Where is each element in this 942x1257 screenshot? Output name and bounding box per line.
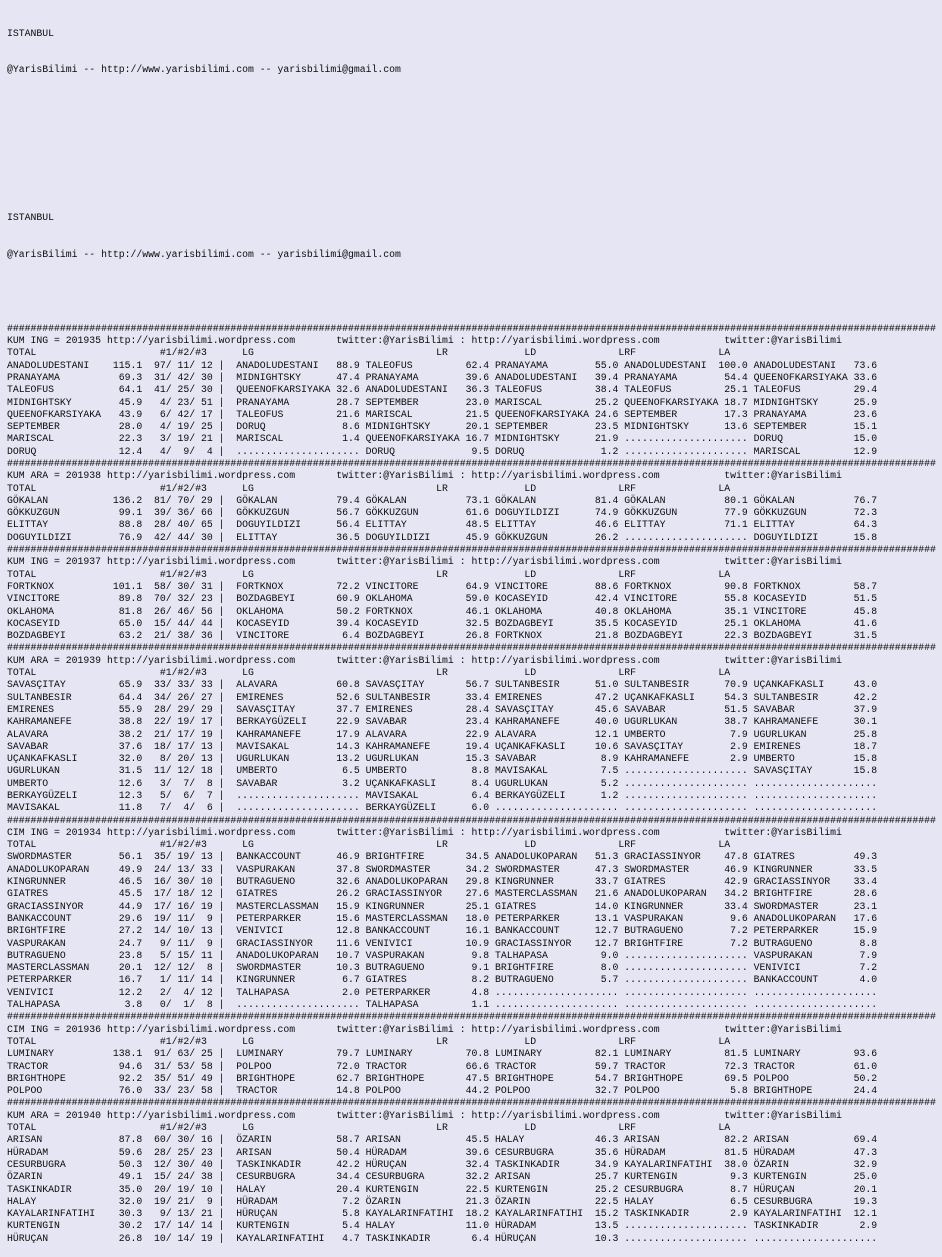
- stats-row: ÖZARIN 49.1 15/ 24/ 38 | CESURBUGRA 34.4 CESURBUGRA 32.2 ARISAN 25.7 KURTENGIN 9.3 KURTENGIN 25.0: [7, 1171, 878, 1183]
- stats-row: PETERPARKER 16.7 1/ 11/ 14 | KINGRUNNER 6.7 GIATRES 8.2 BUTRAGUENO 5.7 ..................... BANKACCOUNT 4.0: [7, 974, 878, 986]
- stats-row: TALHAPASA 3.8 0/ 1/ 8 | ..................... TALHAPASA 1.1 ..................... ..................... .....................: [7, 999, 878, 1011]
- stats-row: KINGRUNNER 46.5 16/ 30/ 10 | BUTRAGUENO 32.6 ANADOLUKOPARAN 29.8 KINGRUNNER 33.7 GIATRES 42.9 GRACIASSINYOR 33.4: [7, 876, 878, 888]
- stats-row: VASPURAKAN 24.7 9/ 11/ 9 | GRACIASSINYOR 11.6 VENIVICI 10.9 GRACIASSINYOR 12.7 BRIGHTFIRE 7.2 BUTRAGUENO 8.8: [7, 937, 878, 949]
- stats-row: MIDNIGHTSKY 45.9 4/ 23/ 51 | PRANAYAMA 28.7 SEPTEMBER 23.0 MARISCAL 25.2 QUEENOFKARSIYAKA 18.7 MIDNIGHTSKY 25.9: [7, 396, 878, 408]
- stats-row: SWORDMASTER 56.1 35/ 19/ 13 | BANKACCOUNT 46.9 BRIGHTFIRE 34.5 ANADOLUKOPARAN 51.3 GRACIASSINYOR 47.8 GIATRES 49.3: [7, 851, 878, 863]
- stats-row: QUEENOFKARSIYAKA 43.9 6/ 42/ 17 | TALEOFUS 21.6 MARISCAL 21.5 QUEENOFKARSIYAKA 24.6 SEPTEMBER 17.3 PRANAYAMA 23.6: [7, 408, 878, 420]
- stats-row: SAVABAR 37.6 18/ 17/ 13 | MAVISAKAL 14.3 KAHRAMANEFE 19.4 UÇANKAFKASLI 10.6 SAVASÇITAY 2.9 EMIRENES 18.7: [7, 740, 878, 752]
- stats-row: ELITTAY 88.8 28/ 40/ 65 | DOGUYILDIZI 56.4 ELITTAY 48.5 ELITTAY 46.6 ELITTAY 71.1 ELITTAY 64.3: [7, 519, 878, 531]
- stats-row: BOZDAGBEYI 63.2 21/ 38/ 36 | VINCITORE 6.4 BOZDAGBEYI 26.8 FORTKNOX 21.8 BOZDAGBEYI 22.3 BOZDAGBEYI 31.5: [7, 630, 878, 642]
- contact-line: @YarisBilimi -- http://www.yarisbilimi.com -- yarisbilimi@gmail.com: [7, 248, 401, 260]
- column-header-line: TOTAL #1/#2/#3 LG LR LD LRF LA: [7, 667, 731, 679]
- stats-row: LUMINARY 138.1 91/ 63/ 25 | LUMINARY 79.7 LUMINARY 70.8 LUMINARY 82.1 LUMINARY 81.5 LUMINARY 93.6: [7, 1048, 878, 1060]
- stats-row: KAYALARINFATIHI 30.3 9/ 13/ 21 | HÜRUÇAN 5.8 KAYALARINFATIHI 18.2 KAYALARINFATIHI 15.2 TASKINKADIR 2.9 KAYALARINFATIHI 12.1: [7, 1208, 878, 1220]
- blank-line: [7, 286, 942, 298]
- stats-row: FORTKNOX 101.1 58/ 30/ 31 | FORTKNOX 72.2 VINCITORE 64.9 VINCITORE 88.6 FORTKNOX 90.8 FORTKNOX 58.7: [7, 580, 878, 592]
- column-header-line: TOTAL #1/#2/#3 LG LR LD LRF LA: [7, 482, 731, 494]
- stats-row: HÜRADAM 59.6 28/ 25/ 23 | ARISAN 50.4 HÜRADAM 39.6 CESURBUGRA 35.6 HÜRADAM 81.5 HÜRADAM 47.3: [7, 1146, 878, 1158]
- section-title-line: KUM ARA = 201940 http://yarisbilimi.wordpress.com twitter:@YarisBilimi : http://yarisbilimi.wordpress.com twitter:@YarisBilimi: [7, 1109, 842, 1121]
- stats-row: ANADOLUDESTANI 115.1 97/ 11/ 12 | ANADOLUDESTANI 88.9 TALEOFUS 62.4 PRANAYAMA 55.0 ANADOLUDESTANI 100.0 ANADOLUDESTANI 73.6: [7, 359, 878, 371]
- stats-row: VINCITORE 89.8 70/ 32/ 23 | BOZDAGBEYI 60.9 OKLAHOMA 59.0 KOCASEYID 42.4 VINCITORE 55.8 KOCASEYID 51.5: [7, 593, 878, 605]
- stats-row: TRACTOR 94.6 31/ 53/ 58 | POLPOO 72.0 TRACTOR 66.6 TRACTOR 59.7 TRACTOR 72.3 TRACTOR 61.0: [7, 1060, 878, 1072]
- separator-line: ##############################################################################################################################################################: [7, 544, 936, 556]
- stats-row: DOGUYILDIZI 76.9 42/ 44/ 30 | ELITTAY 36.5 DOGUYILDIZI 45.9 GÖKKUZGUN 26.2 ..................... DOGUYILDIZI 15.8: [7, 531, 878, 543]
- stats-row: ANADOLUKOPARAN 49.9 24/ 13/ 33 | VASPURAKAN 37.8 SWORDMASTER 34.2 SWORDMASTER 47.3 SWORDMASTER 46.9 KINGRUNNER 33.5: [7, 863, 878, 875]
- separator-line: ##############################################################################################################################################################: [7, 322, 936, 334]
- stats-row: TALEOFUS 64.1 41/ 25/ 30 | QUEENOFKARSIYAKA 32.6 ANADOLUDESTANI 36.3 TALEOFUS 38.4 TALEOFUS 25.1 TALEOFUS 29.4: [7, 384, 878, 396]
- stats-row: CESURBUGRA 50.3 12/ 30/ 40 | TASKINKADIR 42.2 HÜRUÇAN 32.4 TASKINKADIR 34.9 KAYALARINFATIHI 38.0 ÖZARIN 32.9: [7, 1158, 878, 1170]
- contact-line: @YarisBilimi -- http://www.yarisbilimi.com -- yarisbilimi@gmail.com: [7, 64, 401, 76]
- separator-line: ##############################################################################################################################################################: [7, 1011, 936, 1023]
- stats-row: KAHRAMANEFE 38.8 22/ 19/ 17 | BERKAYGÜZELI 22.9 SAVABAR 23.4 KAHRAMANEFE 40.0 UGURLUKAN 38.7 KAHRAMANEFE 30.1: [7, 716, 878, 728]
- stats-row: KURTENGIN 30.2 17/ 14/ 14 | KURTENGIN 5.4 HALAY 11.0 HÜRADAM 13.5 ..................... TASKINKADIR 2.9: [7, 1220, 878, 1232]
- column-header-line: TOTAL #1/#2/#3 LG LR LD LRF LA: [7, 1122, 731, 1134]
- column-header-line: TOTAL #1/#2/#3 LG LR LD LRF LA: [7, 839, 731, 851]
- stats-row: OKLAHOMA 81.8 26/ 46/ 56 | OKLAHOMA 50.2 FORTKNOX 46.1 OKLAHOMA 40.8 OKLAHOMA 35.1 VINCITORE 45.8: [7, 605, 878, 617]
- blank-line: [7, 101, 942, 113]
- stats-row: MAVISAKAL 11.8 7/ 4/ 6 | ..................... BERKAYGÜZELI 6.0 ..................... ..................... .....................: [7, 802, 878, 814]
- stats-row: EMIRENES 55.9 28/ 29/ 29 | SAVASÇITAY 37.7 EMIRENES 28.4 SAVASÇITAY 45.6 SAVABAR 51.5 SAVABAR 37.9: [7, 703, 878, 715]
- stats-row: MASTERCLASSMAN 20.1 12/ 12/ 8 | SWORDMASTER 10.3 BUTRAGUENO 9.1 BRIGHTFIRE 8.0 ..................... VENIVICI 7.2: [7, 962, 878, 974]
- section-title-line: CIM ING = 201936 http://yarisbilimi.wordpress.com twitter:@YarisBilimi : http://yarisbilimi.wordpress.com twitter:@YarisBilimi: [7, 1023, 842, 1035]
- separator-line: ##############################################################################################################################################################: [7, 814, 936, 826]
- stats-row: BRIGHTFIRE 27.2 14/ 10/ 13 | VENIVICI 12.8 BANKACCOUNT 16.1 BANKACCOUNT 12.7 BUTRAGUENO 7.2 PETERPARKER 15.9: [7, 925, 878, 937]
- column-header-line: TOTAL #1/#2/#3 LG LR LD LRF LA: [7, 568, 731, 580]
- city-line: ISTANBUL: [7, 27, 55, 39]
- stats-row: SULTANBESIR 64.4 34/ 26/ 27 | EMIRENES 52.6 SULTANBESIR 33.4 EMIRENES 47.2 UÇANKAFKASLI 54.3 SULTANBESIR 42.2: [7, 691, 878, 703]
- section-title-line: KUM ING = 201937 http://yarisbilimi.wordpress.com twitter:@YarisBilimi : http://yarisbilimi.wordpress.com twitter:@YarisBilimi: [7, 556, 842, 568]
- stats-row: GRACIASSINYOR 44.9 17/ 16/ 19 | MASTERCLASSMAN 15.9 KINGRUNNER 25.1 GIATRES 14.0 KINGRUNNER 33.4 SWORDMASTER 23.1: [7, 900, 878, 912]
- stats-row: VENIVICI 12.2 2/ 4/ 12 | TALHAPASA 2.0 PETERPARKER 4.8 ..................... ..................... .....................: [7, 986, 878, 998]
- sections-container: [7, 323, 942, 1245]
- stats-row: MARISCAL 22.3 3/ 19/ 21 | MARISCAL 1.4 QUEENOFKARSIYAKA 16.7 MIDNIGHTSKY 21.9 ..................... DORUQ 15.0: [7, 433, 878, 445]
- stats-row: HÜRUÇAN 26.8 10/ 14/ 19 | KAYALARINFATIHI 4.7 TASKINKADIR 6.4 HÜRUÇAN 10.3 ..................... .....................: [7, 1232, 878, 1244]
- stats-row: POLPOO 76.0 33/ 23/ 58 | TRACTOR 14.8 POLPOO 44.2 POLPOO 32.7 POLPOO 5.8 BRIGHTHOPE 24.4: [7, 1085, 878, 1097]
- stats-row: ARISAN 87.8 60/ 30/ 16 | ÖZARIN 58.7 ARISAN 45.5 HALAY 46.3 ARISAN 82.2 ARISAN 69.4: [7, 1134, 878, 1146]
- stats-row: SAVASÇITAY 65.9 33/ 33/ 33 | ALAVARA 60.8 SAVASÇITAY 56.7 SULTANBESIR 51.0 SULTANBESIR 70.9 UÇANKAFKASLI 43.0: [7, 679, 878, 691]
- stats-row: UÇANKAFKASLI 32.0 8/ 20/ 13 | UGURLUKAN 13.2 UGURLUKAN 15.3 SAVABAR 8.9 KAHRAMANEFE 2.9 UMBERTO 15.8: [7, 753, 878, 765]
- column-header-line: TOTAL #1/#2/#3 LG LR LD LRF LA: [7, 1035, 731, 1047]
- section-title-line: KUM ARA = 201939 http://yarisbilimi.wordpress.com twitter:@YarisBilimi : http://yarisbilimi.wordpress.com twitter:@YarisBilimi: [7, 654, 842, 666]
- blank-line: [7, 138, 942, 150]
- stats-row: TASKINKADIR 35.0 20/ 19/ 10 | HALAY 20.4 KURTENGIN 22.5 KURTENGIN 25.2 CESURBUGRA 8.7 HÜRUÇAN 20.1: [7, 1183, 878, 1195]
- stats-row: BERKAYGÜZELI 12.3 5/ 6/ 7 | ..................... MAVISAKAL 6.4 BERKAYGÜZELI 1.2 ..................... .....................: [7, 790, 878, 801]
- stats-row: BANKACCOUNT 29.6 19/ 11/ 9 | PETERPARKER 15.6 MASTERCLASSMAN 18.0 PETERPARKER 13.1 VASPURAKAN 9.6 ANADOLUKOPARAN 17.6: [7, 912, 878, 924]
- section-title-line: KUM ING = 201935 http://yarisbilimi.wordpress.com twitter:@YarisBilimi : http://yarisbilimi.wordpress.com twitter:@YarisBilimi: [7, 335, 842, 347]
- stats-row: UMBERTO 12.6 3/ 7/ 8 | SAVABAR 3.2 UÇANKAFKASLI 8.4 UGURLUKAN 5.2 ..................... .....................: [7, 777, 878, 789]
- separator-line: ##############################################################################################################################################################: [7, 1097, 936, 1109]
- stats-row: GIATRES 45.5 17/ 18/ 12 | GIATRES 26.2 GRACIASSINYOR 27.6 MASTERCLASSMAN 21.6 ANADOLUKOPARAN 34.2 BRIGHTFIRE 28.6: [7, 888, 878, 900]
- separator-line: ##############################################################################################################################################################: [7, 642, 936, 654]
- column-header-line: TOTAL #1/#2/#3 LG LR LD LRF LA: [7, 347, 731, 359]
- stats-row: ALAVARA 38.2 21/ 17/ 19 | KAHRAMANEFE 17.9 ALAVARA 22.9 ALAVARA 12.1 UMBERTO 7.9 UGURLUKAN 25.8: [7, 728, 878, 740]
- stats-row: GÖKKUZGUN 99.1 39/ 36/ 66 | GÖKKUZGUN 56.7 GÖKKUZGUN 61.6 DOGUYILDIZI 74.9 GÖKKUZGUN 77.9 GÖKKUZGUN 72.3: [7, 507, 878, 519]
- stats-row: UGURLUKAN 31.5 11/ 12/ 18 | UMBERTO 6.5 UMBERTO 8.8 MAVISAKAL 7.5 ..................... SAVASÇITAY 15.8: [7, 765, 878, 777]
- section-title-line: CIM ING = 201934 http://yarisbilimi.wordpress.com twitter:@YarisBilimi : http://yarisbilimi.wordpress.com twitter:@YarisBilimi: [7, 826, 842, 838]
- blank-line: [7, 175, 942, 187]
- stats-row: PRANAYAMA 69.3 31/ 42/ 30 | MIDNIGHTSKY 47.4 PRANAYAMA 39.6 ANADOLUDESTANI 39.4 PRANAYAMA 54.4 QUEENOFKARSIYAKA 33.6: [7, 371, 878, 383]
- stats-row: SEPTEMBER 28.0 4/ 19/ 25 | DORUQ 8.6 MIDNIGHTSKY 20.1 SEPTEMBER 23.5 MIDNIGHTSKY 13.6 SEPTEMBER 15.1: [7, 421, 878, 433]
- city-line: ISTANBUL: [7, 212, 55, 224]
- separator-line: ##############################################################################################################################################################: [7, 457, 936, 469]
- stats-row: GÖKALAN 136.2 81/ 70/ 29 | GÖKALAN 79.4 GÖKALAN 73.1 GÖKALAN 81.4 GÖKALAN 80.1 GÖKALAN 76.7: [7, 494, 878, 506]
- stats-row: DORUQ 12.4 4/ 9/ 4 | ..................... DORUQ 9.5 DORUQ 1.2 ..................... MARISCAL 12.9: [7, 445, 878, 457]
- section-title-line: KUM ARA = 201938 http://yarisbilimi.wordpress.com twitter:@YarisBilimi : http://yarisbilimi.wordpress.com twitter:@YarisBilimi: [7, 470, 842, 482]
- stats-row: HALAY 32.0 19/ 21/ 9 | HÜRADAM 7.2 ÖZARIN 21.3 ÖZARIN 22.5 HALAY 6.5 CESURBUGRA 19.3: [7, 1195, 878, 1207]
- stats-row: BRIGHTHOPE 92.2 35/ 51/ 49 | BRIGHTHOPE 62.7 BRIGHTHOPE 47.5 BRIGHTHOPE 54.7 BRIGHTHOPE 69.5 POLPOO 50.2: [7, 1072, 878, 1084]
- stats-row: BUTRAGUENO 23.8 5/ 15/ 11 | ANADOLUKOPARAN 10.7 VASPURAKAN 9.8 TALHAPASA 9.0 ..................... VASPURAKAN 7.9: [7, 949, 878, 961]
- stats-row: KOCASEYID 65.0 15/ 44/ 44 | KOCASEYID 39.4 KOCASEYID 32.5 BOZDAGBEYI 35.5 KOCASEYID 25.1 OKLAHOMA 41.6: [7, 617, 878, 629]
